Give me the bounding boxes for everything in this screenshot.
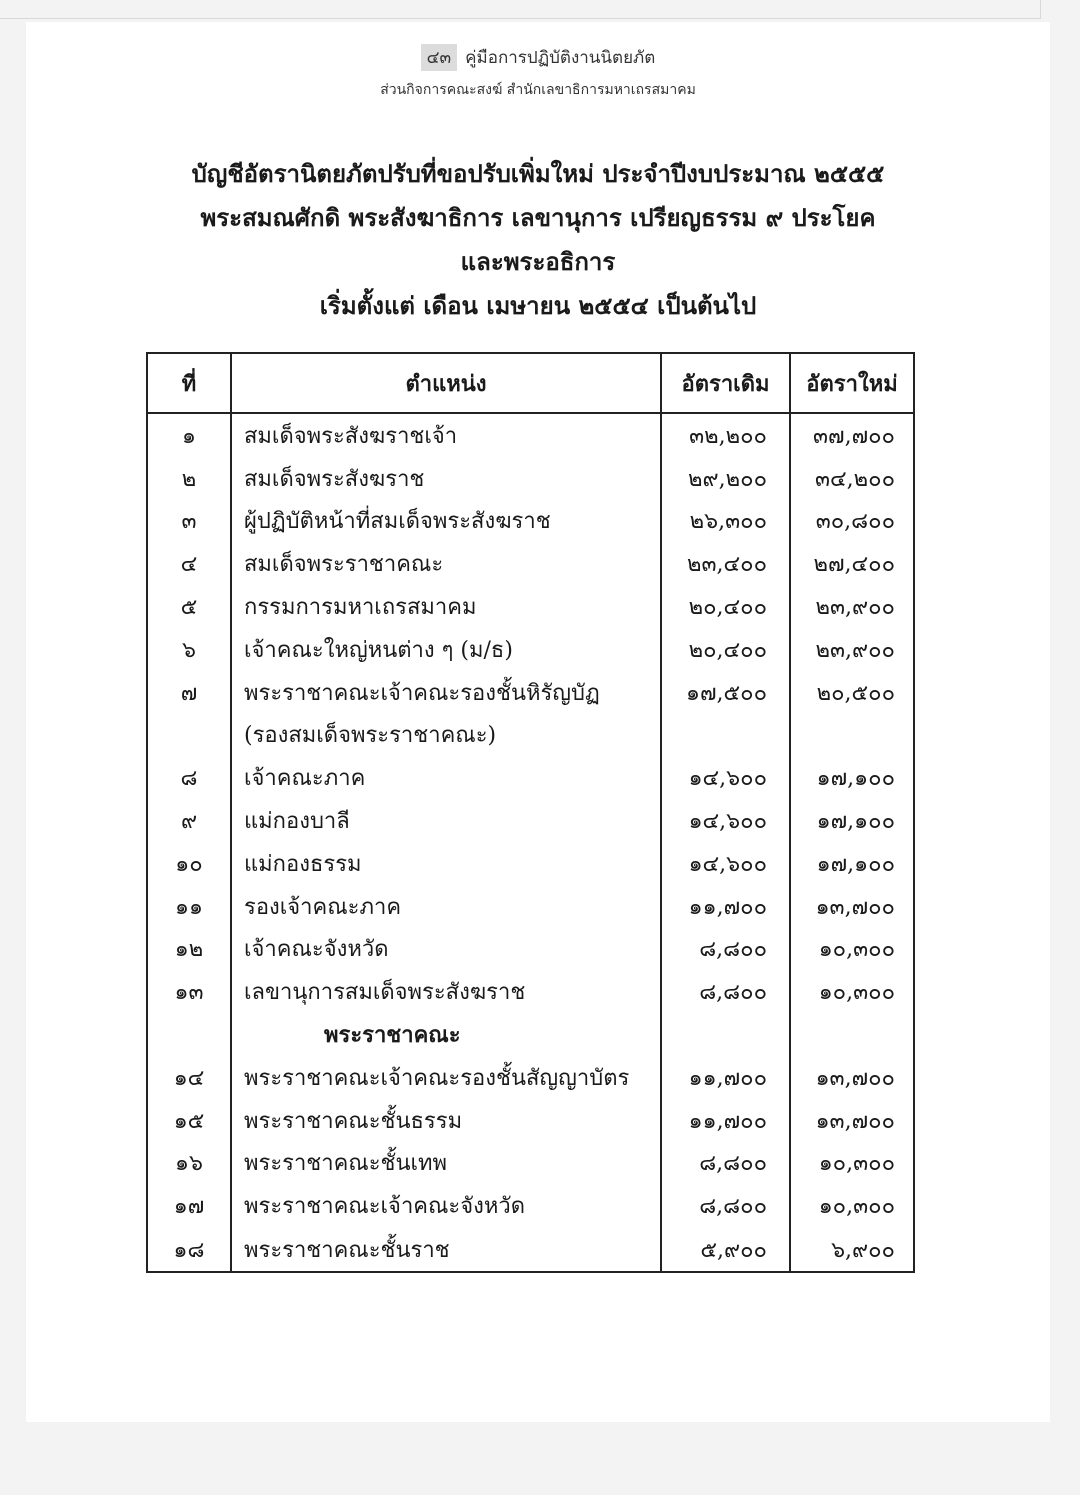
row-position-text: เจ้าคณะใหญ่หนต่าง ๆ (ม/ธ) [244,637,513,663]
row-old-rate [661,970,790,1013]
row-position-text: พระราชาคณะชั้นเทพ [244,1151,448,1177]
row-position-text: สมเด็จพระราชาคณะ [244,552,444,578]
row-position [231,1142,661,1185]
row-number [147,671,231,714]
row-old-rate-text: ๑๔,๖๐๐ [688,851,767,877]
row-number-text: ๕ [180,595,198,621]
row-position-text: พระราชาคณะเจ้าคณะรองชั้นหิรัญบัฏ [244,680,600,706]
row-new-rate [790,542,914,585]
row-old-rate [661,585,790,628]
row-old-rate [661,756,790,799]
row-new-rate-text: ๓๐,๘๐๐ [815,509,895,535]
row-new-rate-text: ๓๗,๗๐๐ [813,423,895,449]
row-old-rate [661,842,790,885]
row-old-rate [661,1142,790,1185]
header-new-rate: อัตราใหม่ [790,353,914,413]
row-number-text: ๓ [181,509,197,535]
page-number: ๔๓ [421,44,458,71]
row-new-rate-text: ๓๔,๒๐๐ [814,466,895,492]
row-old-rate [661,928,790,971]
row-position [231,1056,661,1099]
row-new-rate-text: ๑๓,๗๐๐ [815,894,895,920]
page-header [26,44,1050,101]
row-new-rate-text [895,722,913,747]
row-old-rate-text: ๘,๘๐๐ [699,937,767,963]
row-new-rate [790,1142,914,1185]
row-number-text: ๑๑ [175,894,203,920]
document-title [26,152,1050,328]
table-body [147,413,914,1272]
row-position [231,413,661,457]
row-new-rate-text: ๑๓,๗๐๐ [815,1108,895,1134]
row-old-rate-text: ๒๐,๔๐๐ [688,595,767,621]
table-row [147,413,914,457]
row-position [231,542,661,585]
row-number [147,413,231,457]
row-old-rate [661,1227,790,1272]
row-old-rate-text: ๕,๙๐๐ [700,1237,767,1263]
row-new-rate [790,585,914,628]
table-row [147,842,914,885]
row-number [147,928,231,971]
row-number [147,1056,231,1099]
row-position-text: เจ้าคณะจังหวัด [244,937,389,963]
row-number [147,1184,231,1227]
row-old-rate-text: ๘,๘๐๐ [699,1151,767,1177]
row-position-text: พระราชาคณะเจ้าคณะรองชั้นสัญญาบัตร [244,1065,630,1091]
row-number-text: ๑๕ [173,1108,205,1134]
title-line-2: พระสมณศักดิ พระสังฆาธิการ เลขานุการ เปรียญธรรม ๙ ประโยค [200,203,876,232]
table-row [147,1184,914,1227]
row-number-text: ๘ [180,766,198,792]
row-old-rate [661,1056,790,1099]
row-old-rate [661,671,790,714]
header-position: ตำแหน่ง [231,353,661,413]
row-new-rate-text: ๑๗,๑๐๐ [816,851,895,877]
row-old-rate-text: ๑๗,๕๐๐ [685,680,767,706]
row-old-rate-text: ๑๑,๗๐๐ [688,1108,767,1134]
row-old-rate [661,500,790,543]
row-number [147,714,231,757]
section-heading [231,1013,661,1056]
row-position-text: สมเด็จพระสังฆราช [244,466,425,492]
table-header-row [147,353,914,413]
table-row [147,1142,914,1185]
row-position [231,799,661,842]
row-number [147,799,231,842]
row-number-text: ๑๐ [175,851,203,877]
row-position [231,1227,661,1272]
row-number [147,756,231,799]
row-old-rate-text: ๓๒,๒๐๐ [689,423,767,449]
row-number-text: ๙ [180,809,198,835]
row-old-rate [661,457,790,500]
row-old-rate [661,714,790,757]
row-number [147,1227,231,1272]
table-row [147,585,914,628]
row-old-rate [661,885,790,928]
row-old-rate [661,799,790,842]
row-number [147,628,231,671]
row-new-rate [790,885,914,928]
row-position [231,628,661,671]
row-position-text: แม่กองบาลี [244,809,350,835]
row-number [147,542,231,585]
row-old-rate-text: ๒๖,๓๐๐ [689,509,767,535]
row-position [231,756,661,799]
row-number-text: ๑ [182,423,196,449]
row-new-rate [790,500,914,543]
row-position [231,671,661,714]
row-position-text: พระราชาคณะชั้นราช [244,1237,450,1263]
table-row [147,970,914,1013]
row-number-text: ๔ [180,552,198,578]
row-number-text: ๗ [180,680,198,706]
row-position-text: รองเจ้าคณะภาค [244,894,402,920]
row-position [231,585,661,628]
table-row [147,457,914,500]
header-line [26,44,1050,71]
row-old-rate [661,628,790,671]
row-number [147,885,231,928]
row-new-rate [790,1184,914,1227]
section-empty-cell [790,1013,914,1056]
row-position-text: พระราชาคณะชั้นธรรม [244,1108,463,1134]
title-line-1: บัญชีอัตรานิตยภัตปรับที่ขอปรับเพิ่มใหม่ ประจำปีงบประมาณ ๒๕๕๕ [191,159,885,188]
row-new-rate-text: ๒๓,๙๐๐ [815,595,895,621]
row-new-rate [790,756,914,799]
header-old-rate: อัตราเดิม [661,353,790,413]
row-number-text: ๑๔ [173,1065,205,1091]
manual-title: คู่มือการปฏิบัติงานนิตยภัต [465,48,656,68]
row-new-rate [790,628,914,671]
row-new-rate [790,413,914,457]
row-old-rate-text: ๑๑,๗๐๐ [688,894,767,920]
row-old-rate [661,542,790,585]
row-new-rate-text: ๑๗,๑๐๐ [816,766,895,792]
row-new-rate [790,457,914,500]
top-divider [0,18,1040,19]
row-position [231,970,661,1013]
row-position [231,928,661,971]
row-new-rate-text: ๒๐,๕๐๐ [816,680,895,706]
department-line: ส่วนกิจการคณะสงฆ์ สำนักเลขาธิการมหาเถรสมาคม [380,82,696,98]
row-new-rate [790,1056,914,1099]
row-new-rate [790,970,914,1013]
row-new-rate-text: ๑๐,๓๐๐ [818,1194,895,1220]
row-old-rate [661,413,790,457]
row-number-text: ๑๒ [174,937,204,963]
row-old-rate-text: ๑๔,๖๐๐ [688,809,767,835]
top-divider-corner [1040,0,1041,19]
row-new-rate-text: ๑๐,๓๐๐ [818,1151,895,1177]
row-position [231,457,661,500]
row-new-rate [790,842,914,885]
table-row [147,1227,914,1272]
row-number-text: ๑๓ [174,980,204,1006]
row-new-rate [790,928,914,971]
table-row [147,1099,914,1142]
row-old-rate-text: ๘,๘๐๐ [699,1194,767,1220]
row-number-text: ๑๗ [173,1194,205,1220]
row-number [147,1142,231,1185]
row-position [231,714,661,757]
table-row [147,628,914,671]
row-position [231,1184,661,1227]
row-position-text: สมเด็จพระสังฆราชเจ้า [244,423,458,449]
section-empty-cell [147,1013,231,1056]
row-old-rate-text: ๒๓,๔๐๐ [686,552,767,578]
table-row [147,542,914,585]
row-position-text: ผู้ปฏิบัติหน้าที่สมเด็จพระสังฆราช [244,509,551,535]
row-old-rate [661,1184,790,1227]
row-new-rate [790,1227,914,1272]
row-old-rate-text: ๑๔,๖๐๐ [688,766,767,792]
title-line-4: เริ่มตั้งแต่ เดือน เมษายน ๒๕๕๔ เป็นต้นไป [319,291,757,320]
row-new-rate-text: ๑๐,๓๐๐ [818,937,895,963]
title-line-3: และพระอธิการ [460,247,616,276]
table-row [147,714,914,757]
row-position [231,885,661,928]
row-position-text: แม่กองธรรม [244,851,362,877]
row-position-text: เลขานุการสมเด็จพระสังฆราช [244,980,526,1006]
table-row [147,756,914,799]
row-new-rate-text: ๑๗,๑๐๐ [816,809,895,835]
section-heading-text: พระราชาคณะ [324,1022,461,1049]
row-number-text: ๖ [182,637,196,663]
row-position-text: (รองสมเด็จพระราชาคณะ) [244,723,497,749]
row-position-text: พระราชาคณะเจ้าคณะจังหวัด [244,1194,526,1220]
row-new-rate-text: ๒๗,๔๐๐ [813,552,895,578]
row-number [147,500,231,543]
section-heading-row [147,1013,914,1056]
row-new-rate-text: ๑๐,๓๐๐ [818,980,895,1006]
row-number-text: ๑๘ [173,1237,205,1263]
table-row [147,671,914,714]
row-number [147,970,231,1013]
table-row [147,500,914,543]
row-old-rate [661,1099,790,1142]
row-old-rate-text: ๒๙,๒๐๐ [688,466,767,492]
row-old-rate-text: ๒๐,๔๐๐ [688,637,767,663]
row-number-text: ๑๖ [175,1151,203,1177]
table-row [147,799,914,842]
row-new-rate-text: ๖,๙๐๐ [831,1237,895,1263]
section-empty-cell [661,1013,790,1056]
row-number [147,457,231,500]
row-number [147,1099,231,1142]
row-new-rate [790,799,914,842]
row-old-rate-text [767,722,789,747]
table-row [147,928,914,971]
row-position [231,1099,661,1142]
document-page [26,22,1050,1422]
row-position [231,842,661,885]
row-new-rate [790,1099,914,1142]
table-row [147,885,914,928]
row-new-rate-text: ๑๓,๗๐๐ [815,1065,895,1091]
row-old-rate-text: ๑๑,๗๐๐ [688,1065,767,1091]
row-new-rate-text: ๒๓,๙๐๐ [815,637,895,663]
row-old-rate-text: ๘,๘๐๐ [699,980,767,1006]
row-new-rate [790,714,914,757]
table-row [147,1056,914,1099]
row-position-text: กรรมการมหาเถรสมาคม [244,595,477,621]
row-position-text: เจ้าคณะภาค [244,766,366,792]
row-number [147,842,231,885]
row-number-text: ๒ [181,466,197,492]
rates-table [146,352,915,1273]
row-new-rate [790,671,914,714]
row-number [147,585,231,628]
row-position [231,500,661,543]
header-no: ที่ [147,353,231,413]
